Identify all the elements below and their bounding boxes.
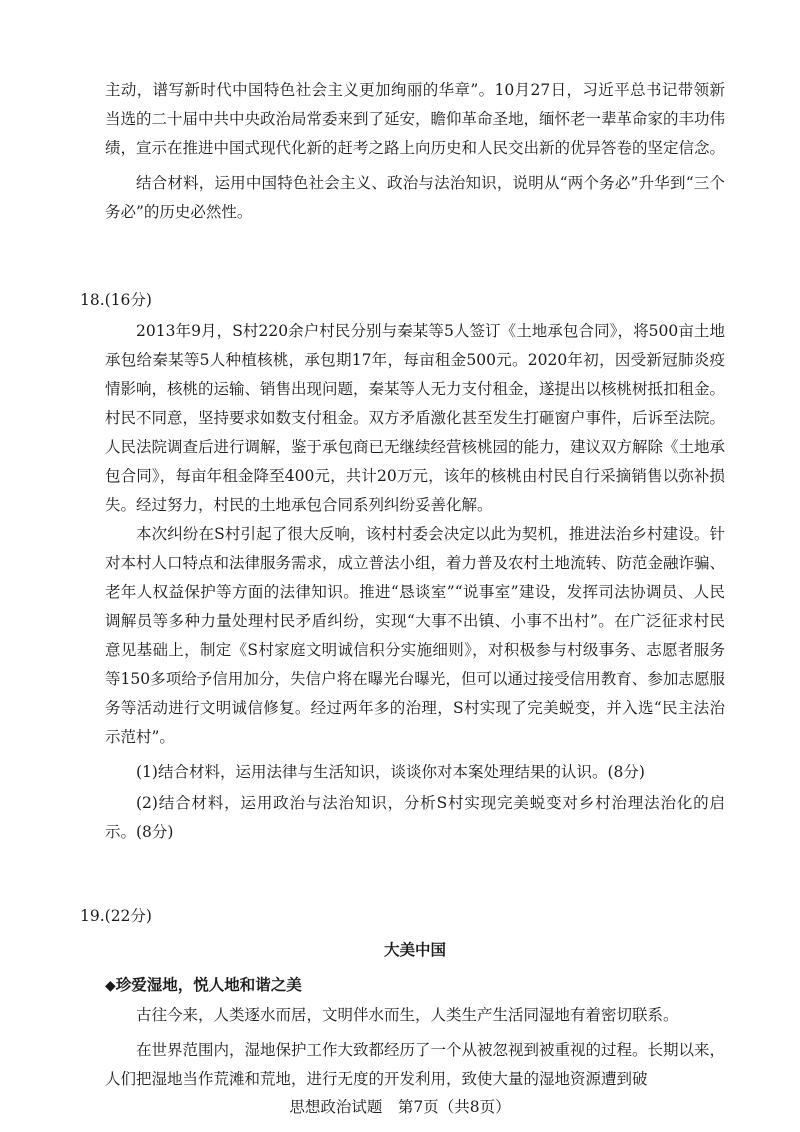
q17-question: 结合材料，运用中国特色社会主义、政治与法治知识，说明从“两个务必”升华到“三个务必”的历史必然性。 — [105, 174, 725, 221]
q19-material-1: 古往今来，人类逐水而居，文明伴水而生，人类生产生活同湿地有着密切联系。 — [136, 1006, 679, 1024]
q19-subheading-text: 珍爱湿地，悦人地和谐之美 — [115, 976, 302, 994]
q17-material-tail: 主动，谱写新时代中国特色社会主义更加绚丽的华章”。10月27日，习近平总书记带领新当选的二十届中共中央政治局常委来到了延安，瞻仰革命圣地，缅怀老一辈革命家的丰功伟绩，宣示在推进中国式现代化新的赶考之路上向历史和人民交出新的优异答卷的坚定信念。 — [105, 81, 726, 157]
q19-body — [105, 936, 725, 1094]
q19-number: 19.(22分) — [80, 907, 152, 925]
q19-subheading — [105, 971, 725, 1001]
q17-continuation — [105, 76, 725, 227]
q18-material-1: 2013年9月，S村220余户村民分别与秦某等5人签订《土地承包合同》，将500亩土地承包给秦某等5人种植核桃，承包期17年，每亩租金500元。2020年初，因受新冠肺炎疫情影响，核桃的运输、销售出现问题，秦某等人无力支付租金，遂提出以核桃树抵扣租金。村民不同意，坚持要求如数支付租金。双方矛盾激化甚至发生打砸窗户事件，后诉至法院。人民法院调查后进行调解，鉴于承包商已无继续经营核桃园的能力，建议双方解除《土地承包合同》，每亩年租金降至400元，共计20万元，该年的核桃由村民自行采摘销售以弥补损失。经过努力，村民的土地承包合同系列纠纷妥善化解。 — [105, 322, 726, 514]
diamond-bullet-icon: ◆ — [105, 978, 116, 994]
q19-title: 大美中国 — [383, 941, 446, 959]
q18-sub-question-2: (2)结合材料，运用政治与法治知识，分析S村实现完美蜕变对乡村治理法治化的启示。(8分) — [105, 794, 725, 841]
page-footer: 思想政治试题 第7页（共8页） — [289, 1098, 511, 1116]
q18-material-2: 本次纠纷在S村引起了很大反响，该村村委会决定以此为契机，推进法治乡村建设。针对本村人口特点和法律服务需求，成立普法小组，着力普及农村土地流转、防范金融诈骗、老年人权益保护等方面的法律知识。推进“恳谈室”“说事室”建设，发挥司法协调员、人民调解员等多种力量处理村民矛盾纠纷，实现“大事不出镇、小事不出村”。在广泛征求村民意见基础上，制定《S村家庭文明诚信积分实施细则》，对积极参与村级事务、志愿者服务等150多项给予信用加分，失信户将在曝光台曝光，但可以通过接受信用教育、参加志愿服务等活动进行文明诚信修复。经过两年多的治理，S村实现了完美蜕变，并入选“民主法治示范村”。 — [105, 525, 726, 746]
q18-sub-question-1: (1)结合材料，运用法律与生活知识，谈谈你对本案处理结果的认识。(8分) — [136, 763, 645, 781]
q18-number: 18.(16分) — [80, 291, 152, 309]
q18-body — [105, 317, 725, 847]
q19-material-2: 在世界范围内，湿地保护工作大致都经历了一个从被忽视到被重视的过程。长期以来，人们把湿地当作荒滩和荒地，进行无度的开发利用，致使大量的湿地资源遭到破 — [105, 1041, 726, 1088]
